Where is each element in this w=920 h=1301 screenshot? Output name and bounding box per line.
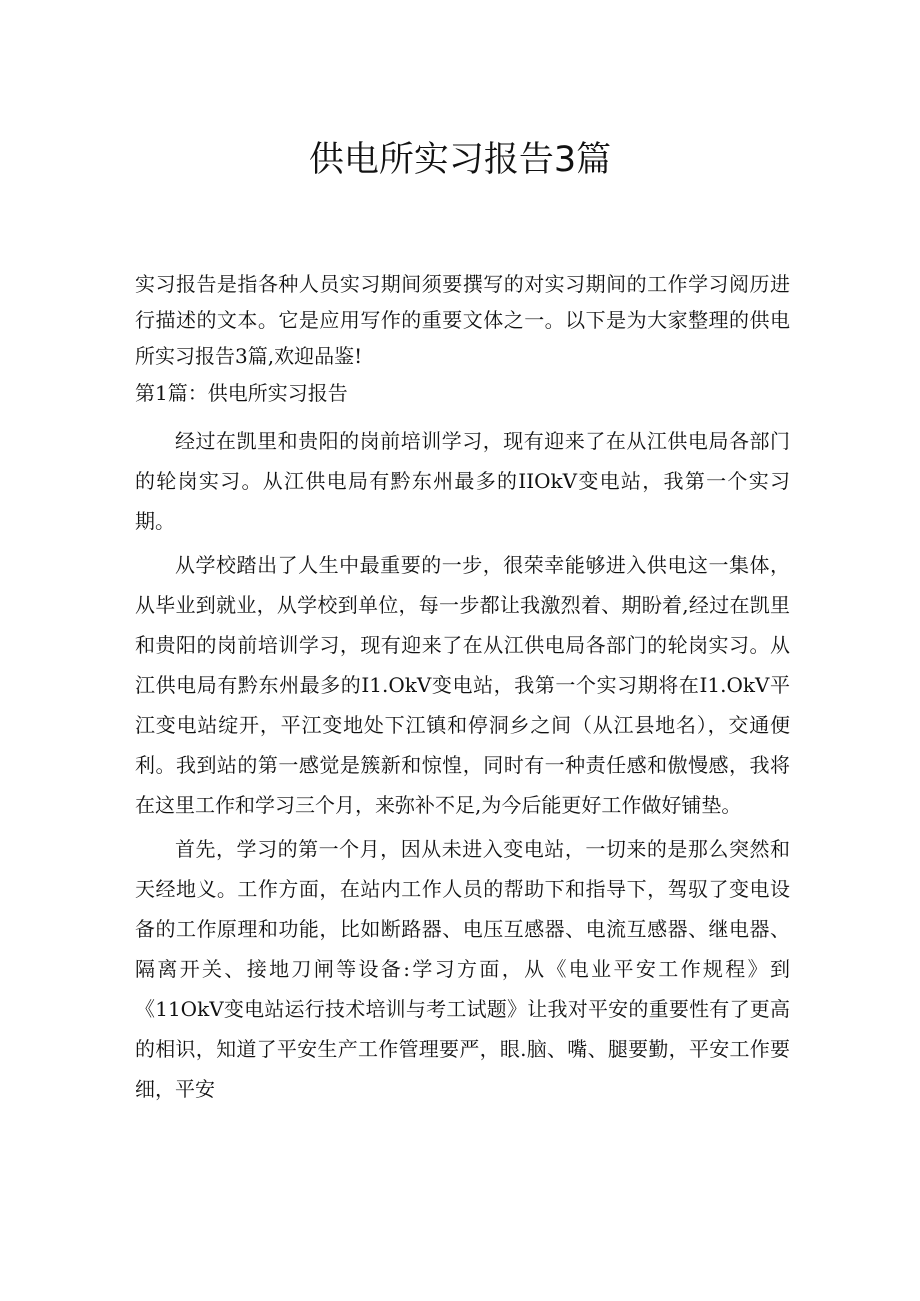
- body-paragraph: 经过在凯里和贵阳的岗前培训学习，现有迎来了在从江供电局各部门的轮岗实习。从江供电局有黔东州最多的IIOkV变电站，我第一个实习期。: [135, 429, 790, 533]
- document-body: [135, 266, 790, 1113]
- intro-paragraph: 实习报告是指各种人员实习期间须要撰写的对实习期间的工作学习阅历进行描述的文本。它是应用写作的重要文体之一。以下是为大家整理的供电所实习报告3篇,欢迎品鉴!: [135, 272, 790, 368]
- body-paragraph: 首先，学习的第一个月，因从未进入变电站，一切来的是那么突然和天经地义。工作方面，在站内工作人员的帮助下和指导下，驾驭了变电设备的工作原理和功能，比如断路器、电压互感器、电流互感器、继电器、隔离开关、接地刀闸等设备:学习方面，从《电业平安工作规程》到《11OkV变电站运行技术培训与考工试题》让我对平安的重要性有了更高的相识，知道了平安生产工作管理要严，眼.脑、嘴、腿要勤，平安工作要细，平安: [135, 837, 790, 1101]
- section-heading: 第1篇：供电所实习报告: [135, 381, 348, 405]
- document-title: 供电所实习报告3篇: [308, 140, 612, 180]
- body-paragraph: 从学校踏出了人生中最重要的一步，很荣幸能够进入供电这一集体，从毕业到就业，从学校到单位，每一步都让我激烈着、期盼着,经过在凯里和贵阳的岗前培训学习，现有迎来了在从江供电局各部门的轮岗实习。从江供电局有黔东州最多的I1.OkV变电站，我第一个实习期将在I1.OkV平江变电站绽开，平江变地处下江镇和停洞乡之间（从江县地名），交通便利。我到站的第一感觉是簇新和惊惶，同时有一种责任感和傲慢感，我将在这里工作和学习三个月，来弥补不足,为今后能更好工作做好铺垫。: [135, 553, 790, 817]
